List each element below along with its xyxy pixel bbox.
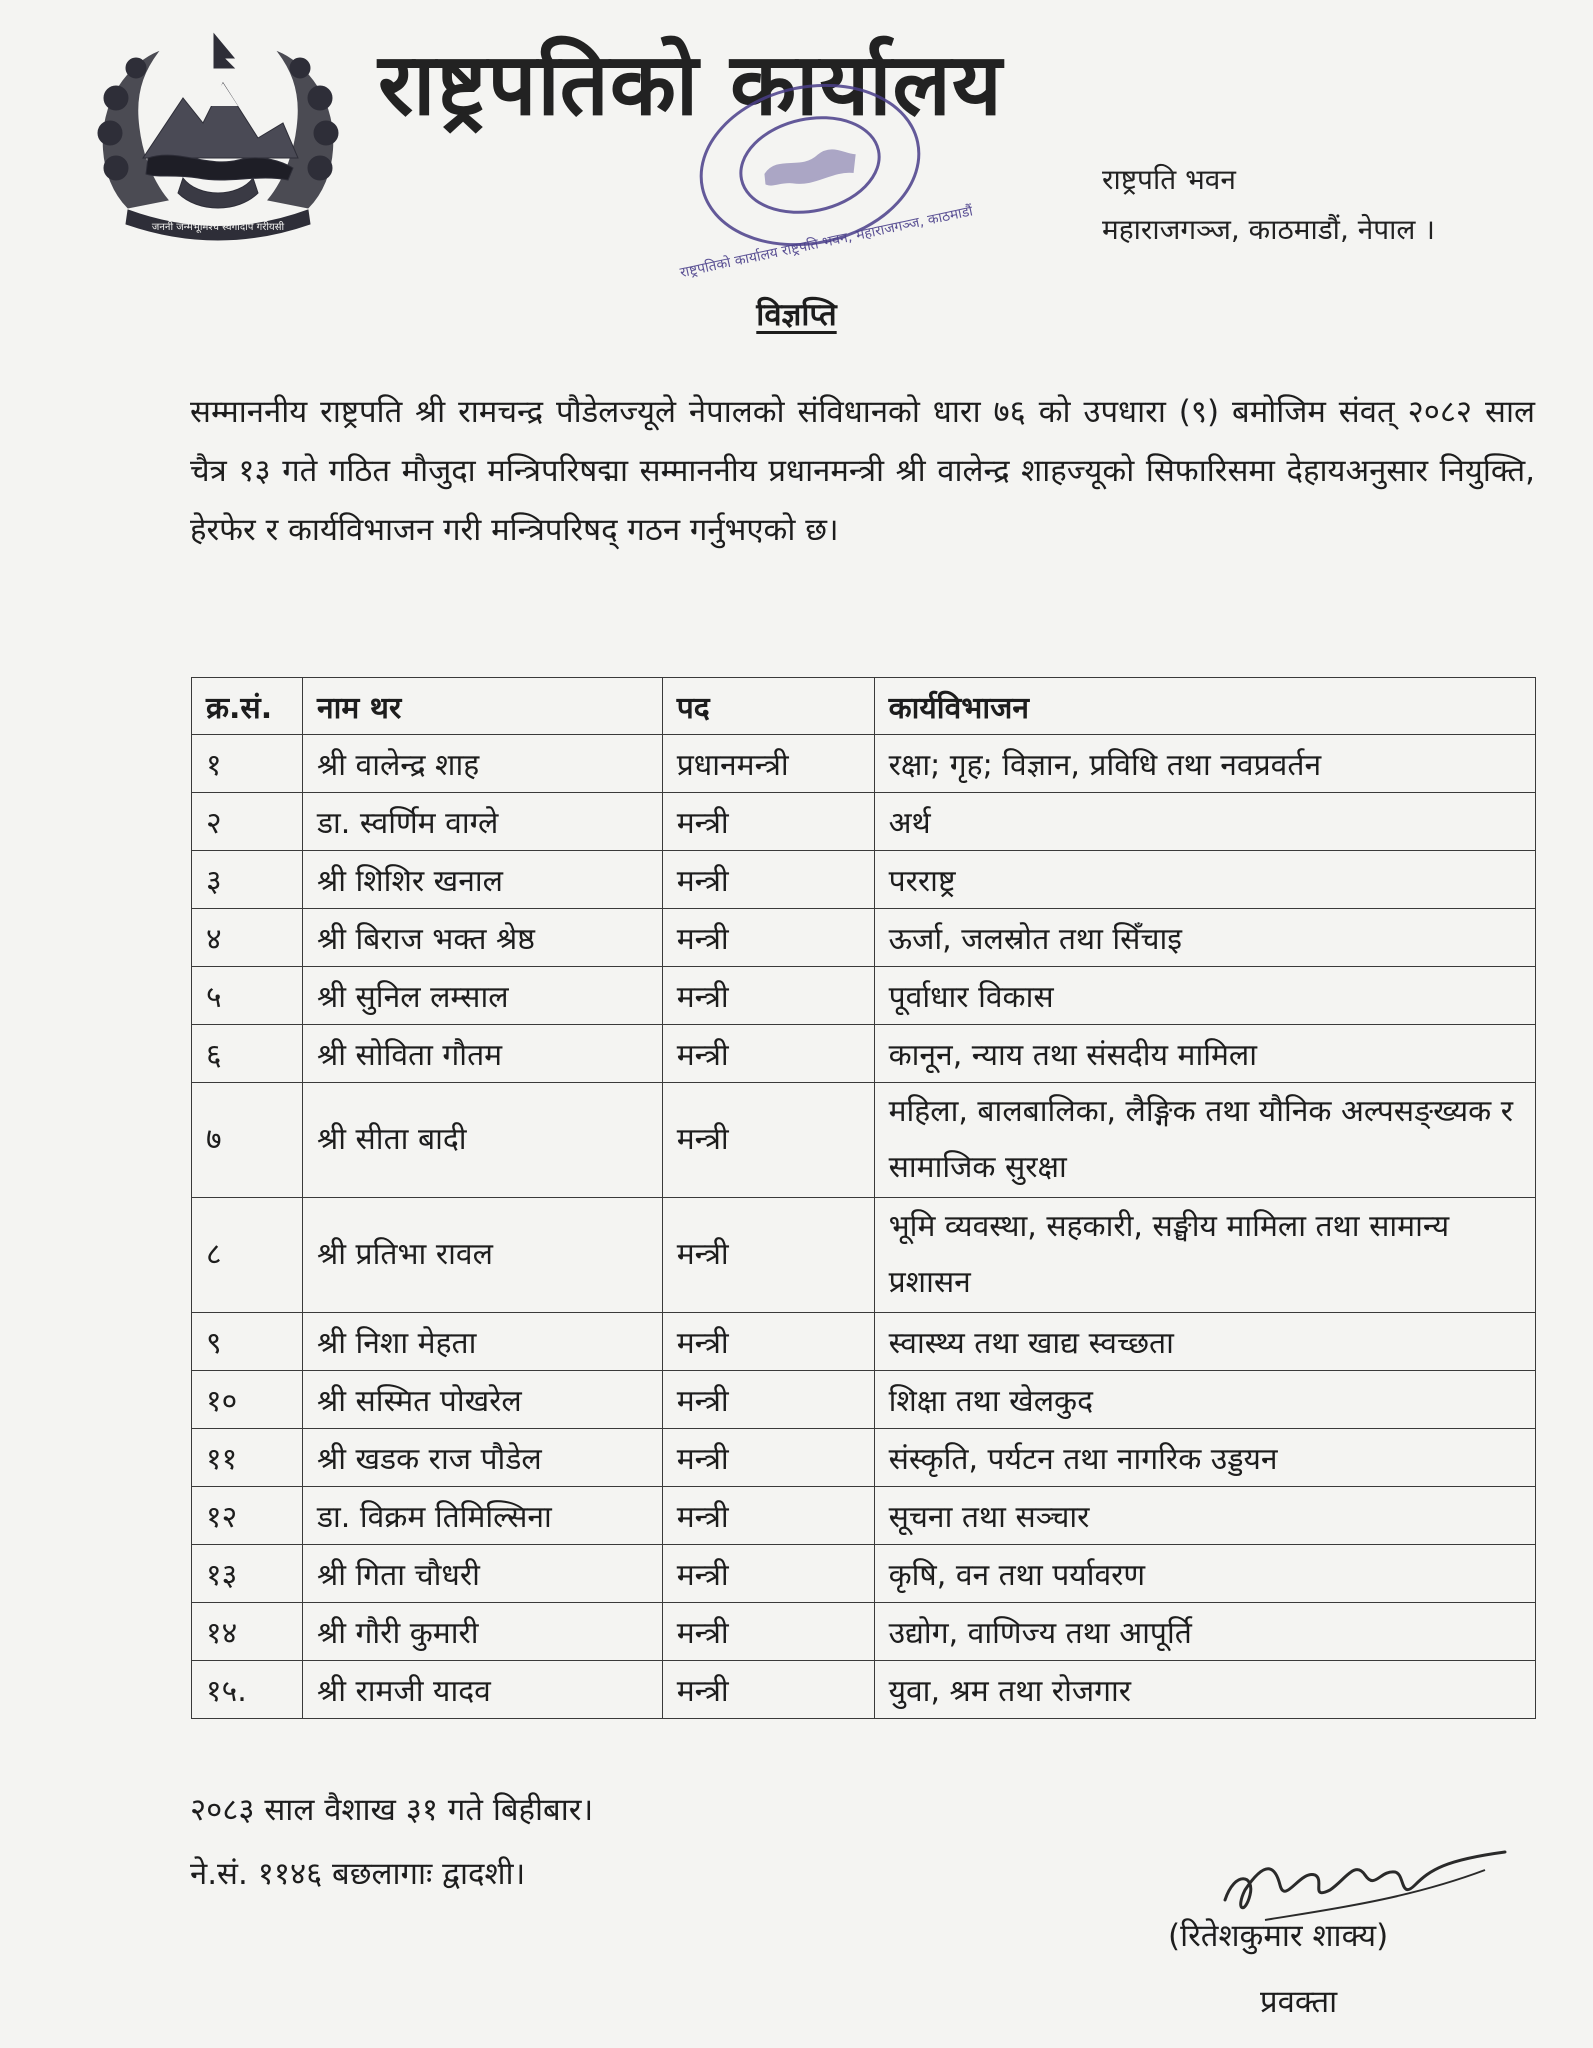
cell-name: श्री सुनिल लम्साल bbox=[302, 967, 662, 1025]
signer-name: (रितेशकुमार शाक्य) bbox=[1168, 1918, 1389, 1954]
cell-post: मन्त्री bbox=[662, 793, 874, 851]
cell-serial: १० bbox=[192, 1371, 303, 1429]
nepal-emblem-icon bbox=[88, 28, 348, 243]
cell-name: श्री सोविता गौतम bbox=[302, 1025, 662, 1083]
table-row bbox=[192, 1198, 1536, 1313]
header-post: पद bbox=[662, 678, 874, 735]
cell-portfolio: कानून, न्याय तथा संसदीय मामिला bbox=[874, 1025, 1535, 1083]
table-row bbox=[192, 793, 1536, 851]
table-row bbox=[192, 1429, 1536, 1487]
address-line-2: महाराजगञ्ज, काठमाडौं, नेपाल । bbox=[1102, 213, 1435, 246]
cell-portfolio: रक्षा; गृह; विज्ञान, प्रविधि तथा नवप्रवर्तन bbox=[874, 735, 1535, 793]
cell-serial: ३ bbox=[192, 851, 303, 909]
cell-name: श्री निशा मेहता bbox=[302, 1313, 662, 1371]
cell-serial: १२ bbox=[192, 1487, 303, 1545]
table-row bbox=[192, 909, 1536, 967]
cell-post: मन्त्री bbox=[662, 1603, 874, 1661]
cell-portfolio: पूर्वाधार विकास bbox=[874, 967, 1535, 1025]
table-row bbox=[192, 1487, 1536, 1545]
cell-portfolio: उद्योग, वाणिज्य तथा आपूर्ति bbox=[874, 1603, 1535, 1661]
cell-portfolio: सूचना तथा सञ्चार bbox=[874, 1487, 1535, 1545]
cell-portfolio: कृषि, वन तथा पर्यावरण bbox=[874, 1545, 1535, 1603]
cell-portfolio: शिक्षा तथा खेलकुद bbox=[874, 1371, 1535, 1429]
table-row bbox=[192, 1661, 1536, 1719]
notice-body: सम्माननीय राष्ट्रपति श्री रामचन्द्र पौडेलज्यूले नेपालको संविधानको धारा ७६ को उपधारा (९) बमोजिम संवत् २०८२ साल चैत्र १३ गते गठित मौजुदा मन्त्रिपरिषद्मा सम्माननीय प्रधानमन्त्री श्री वालेन्द्र शाहज्यूको सिफारिसमा देहायअनुसार नियुक्ति, हेरफेर र कार्यविभाजन गरी मन्त्रिपरिषद् गठन गर्नुभएको छ। bbox=[190, 394, 1535, 548]
cell-name: श्री बिराज भक्त श्रेष्ठ bbox=[302, 909, 662, 967]
cell-serial: ९ bbox=[192, 1313, 303, 1371]
table-row bbox=[192, 735, 1536, 793]
cell-portfolio: अर्थ bbox=[874, 793, 1535, 851]
cell-name: श्री प्रतिभा रावल bbox=[302, 1198, 662, 1313]
cell-post: मन्त्री bbox=[662, 1313, 874, 1371]
cell-name: श्री सीता बादी bbox=[302, 1083, 662, 1198]
cell-serial: १५. bbox=[192, 1661, 303, 1719]
cell-post: मन्त्री bbox=[662, 909, 874, 967]
table-row bbox=[192, 1545, 1536, 1603]
office-seal-icon bbox=[678, 70, 975, 282]
table-header-row bbox=[192, 678, 1536, 735]
cell-serial: ७ bbox=[192, 1083, 303, 1198]
cell-post: मन्त्री bbox=[662, 1198, 874, 1313]
cell-post: मन्त्री bbox=[662, 1545, 874, 1603]
table-row bbox=[192, 1313, 1536, 1371]
table-row bbox=[192, 1603, 1536, 1661]
table-row bbox=[192, 851, 1536, 909]
cell-post: मन्त्री bbox=[662, 1371, 874, 1429]
cell-post: मन्त्री bbox=[662, 1487, 874, 1545]
cell-post: मन्त्री bbox=[662, 1661, 874, 1719]
cell-portfolio: स्वास्थ्य तथा खाद्य स्वच्छता bbox=[874, 1313, 1535, 1371]
date-line: २०८३ साल वैशाख ३१ गते बिहीबार। bbox=[190, 1792, 594, 1828]
cell-name: श्री सस्मित पोखरेल bbox=[302, 1371, 662, 1429]
header-portfolio: कार्यविभाजन bbox=[874, 678, 1535, 735]
signer-role: प्रवक्ता bbox=[1260, 1984, 1338, 2020]
header-serial: क्र.सं. bbox=[192, 678, 303, 735]
address-line-1: राष्ट्रपति भवन bbox=[1102, 163, 1236, 196]
seal-text: राष्ट्रपतिको कार्यालय राष्ट्रपति भवन, महाराजगञ्ज, काठमाडौं bbox=[678, 203, 975, 282]
cell-serial: १४ bbox=[192, 1603, 303, 1661]
cell-serial: २ bbox=[192, 793, 303, 851]
cell-serial: ८ bbox=[192, 1198, 303, 1313]
cell-name: डा. विक्रम तिमिल्सिना bbox=[302, 1487, 662, 1545]
cell-name: श्री खडक राज पौडेल bbox=[302, 1429, 662, 1487]
cell-portfolio: परराष्ट्र bbox=[874, 851, 1535, 909]
cell-serial: ६ bbox=[192, 1025, 303, 1083]
notice-heading: विज्ञप्ति bbox=[756, 297, 837, 333]
cell-name: डा. स्वर्णिम वाग्ले bbox=[302, 793, 662, 851]
table-row bbox=[192, 1083, 1536, 1198]
table-row bbox=[192, 1371, 1536, 1429]
nepal-sambat-line: ने.सं. ११४६ बछलागाः द्वादशी। bbox=[190, 1856, 526, 1892]
cell-portfolio: संस्कृति, पर्यटन तथा नागरिक उड्डयन bbox=[874, 1429, 1535, 1487]
cell-post: मन्त्री bbox=[662, 1025, 874, 1083]
cell-portfolio: युवा, श्रम तथा रोजगार bbox=[874, 1661, 1535, 1719]
cell-post: मन्त्री bbox=[662, 1083, 874, 1198]
cell-name: श्री गौरी कुमारी bbox=[302, 1603, 662, 1661]
emblem-motto: जननी जन्मभूमिश्च स्वर्गादपि गरीयसी bbox=[151, 222, 285, 233]
cell-post: मन्त्री bbox=[662, 967, 874, 1025]
cell-post: प्रधानमन्त्री bbox=[662, 735, 874, 793]
cell-name: श्री शिशिर खनाल bbox=[302, 851, 662, 909]
cell-name: श्री गिता चौधरी bbox=[302, 1545, 662, 1603]
table-row bbox=[192, 1025, 1536, 1083]
council-of-ministers-table bbox=[191, 677, 1536, 1719]
cell-post: मन्त्री bbox=[662, 851, 874, 909]
header-name: नाम थर bbox=[302, 678, 662, 735]
cell-serial: १ bbox=[192, 735, 303, 793]
cell-name: श्री रामजी यादव bbox=[302, 1661, 662, 1719]
cell-portfolio: भूमि व्यवस्था, सहकारी, सङ्घीय मामिला तथा सामान्य प्रशासन bbox=[874, 1198, 1535, 1313]
cell-name: श्री वालेन्द्र शाह bbox=[302, 735, 662, 793]
cell-serial: १३ bbox=[192, 1545, 303, 1603]
cell-post: मन्त्री bbox=[662, 1429, 874, 1487]
cell-serial: ५ bbox=[192, 967, 303, 1025]
office-title: राष्ट्रपतिको कार्यालय bbox=[378, 35, 1003, 135]
cell-serial: ४ bbox=[192, 909, 303, 967]
cell-portfolio: ऊर्जा, जलस्रोत तथा सिँचाइ bbox=[874, 909, 1535, 967]
cell-portfolio: महिला, बालबालिका, लैङ्गिक तथा यौनिक अल्पसङ्ख्यक र सामाजिक सुरक्षा bbox=[874, 1083, 1535, 1198]
table-row bbox=[192, 967, 1536, 1025]
cell-serial: ११ bbox=[192, 1429, 303, 1487]
table-body bbox=[192, 735, 1536, 1719]
